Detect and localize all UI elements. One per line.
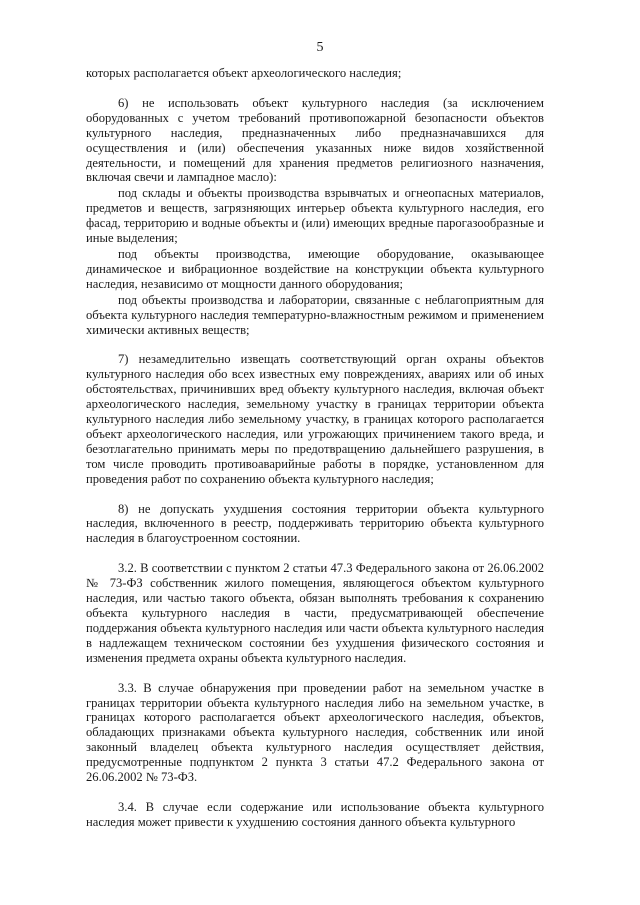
paragraph-item-7: 7) незамедлительно извещать соответствующий орган охраны объектов культурного наследия обо всех известных ему повреждениях, авариях или об иных обстоятельствах, причинивших вред объекту культурного наследия, включая объект археологического наследия, земельному участку в границах территории объекта культурного наследия либо земельному участку, в границах которого располагается объект археологического наследия, или угрожающих причинением такого вреда, и безотлагательно принимать меры по предотвращению дальнейшего разрушения, в том числе проводить противоаварийные работы в порядке, установленном для проведения работ по сохранению объекта культурного наследия;: [86, 352, 544, 486]
paragraph-section-3-4: 3.4. В случае если содержание или использование объекта культурного наследия может привести к ухудшению состояния данного объекта культурного: [86, 799, 544, 829]
paragraph-section-3-2: 3.2. В соответствии с пунктом 2 статьи 47.3 Федерального закона от 26.06.2002 № 73-ФЗ собственник жилого помещения, являющегося объектом культурного наследия, или частью такого объекта, обязан выполнять требования к сохранению объекта культурного наследия в части, предусматривающей обеспечение поддержания объекта культурного наследия или части объекта культурного наследия в надлежащем техническом состоянии без ухудшения физического состояния и изменения предмета охраны объекта культурного наследия.: [86, 561, 544, 665]
paragraph-continuation: которых располагается объект археологического наследия;: [86, 66, 402, 80]
paragraph-item-8: 8) не допускать ухудшения состояния территории объекта культурного наследия, включенного в реестр, поддерживать территорию объекта культурного наследия в благоустроенном состоянии.: [86, 501, 544, 546]
document-body: [86, 66, 544, 830]
paragraph-item-6: 6) не использовать объект культурного наследия (за исключением оборудованных с учетом требований противопожарной безопасности объектов культурного наследия, предназначенных либо предназначавшихся для осуществления и (или) обеспечения указанных ниже видов хозяйственной деятельности, и помещений для хранения предметов религиозного назначения, включая свечи и лампадное масло):: [86, 95, 544, 185]
paragraph-subitem-warehouses: под склады и объекты производства взрывчатых и огнеопасных материалов, предметов и веществ, загрязняющих интерьер объекта культурного наследия, его фасад, территорию и водные объекты и (или) имеющих вредные парогазообразные и иные выделения;: [86, 186, 544, 246]
paragraph-subitem-laboratories: под объекты производства и лаборатории, связанные с неблагоприятным для объекта культурного наследия температурно-влажностным режимом и применением химически активных веществ;: [86, 292, 544, 337]
page-number: 5: [316, 40, 324, 55]
paragraph-subitem-vibration: под объекты производства, имеющие оборудование, оказывающее динамическое и вибрационное воздействие на конструкции объекта культурного наследия, независимо от мощности данного оборудования;: [86, 246, 544, 291]
paragraph-section-3-3: 3.3. В случае обнаружения при проведении работ на земельном участке в границах территории объекта культурного наследия либо на земельном участке, в границах которого располагается объект археологического наследия, объектов, обладающих признаками объекта культурного наследия, собственник или иной законный владелец объекта культурного наследия осуществляет действия, предусмотренные подпунктом 2 пункта 3 статьи 47.2 Федерального закона от 26.06.2002 № 73-ФЗ.: [86, 680, 544, 785]
